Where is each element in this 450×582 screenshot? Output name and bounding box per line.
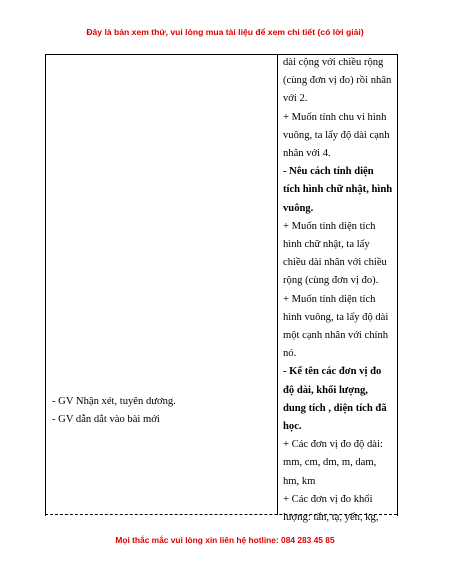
hotline-footer: Mọi thắc mắc vui lòng xin liên hệ hotline: 084 283 45 85 [115, 535, 335, 545]
student-activity-cell [283, 54, 395, 524]
student-activity-line: + Muốn tính diện tích [283, 220, 376, 232]
student-activity-line: dài cộng với chiều rộng [283, 57, 384, 68]
student-activity-line: + Các đơn vị đo độ dài: [283, 439, 383, 451]
student-activity-line: rộng (cùng đơn vị đo). [283, 275, 379, 287]
student-activity-line: vuông. [283, 202, 314, 214]
student-activity-line: hình vuông, ta lấy độ dài [283, 311, 389, 323]
student-activity-line: hình chữ nhật, ta lấy [283, 239, 370, 251]
student-activity-line: nhân với 4. [283, 148, 331, 160]
student-activity-line: + Muốn tính diện tích [283, 293, 376, 305]
preview-notice-banner: Đây là bản xem thử, vui lòng mua tài liệu để xem chi tiết (có lời giải) [86, 27, 364, 37]
student-activity-line: học. [283, 421, 302, 433]
student-activity-line: chiều dài nhân với chiều [283, 257, 387, 269]
teacher-activity-line: - GV Nhận xét, tuyên dương. [52, 396, 176, 407]
student-activity-line: - Nêu cách tính diện [283, 166, 374, 178]
student-activity-line: (cùng đơn vị đo) rồi nhân [283, 75, 392, 87]
student-activity-line: hm, km [283, 475, 316, 487]
student-activity-line: tích hình chữ nhật, hình [283, 184, 393, 196]
student-activity-line: dung tích , diện tích đã [283, 402, 387, 414]
student-activity-line: + Các đơn vị đo khối [283, 493, 373, 505]
teacher-activity-cell [52, 393, 274, 429]
teacher-activity-line: - GV dẫn dắt vào bài mới [52, 414, 160, 425]
student-activity-line: độ dài, khối lượng, [283, 384, 368, 396]
student-activity-line: với 2. [283, 93, 308, 105]
student-activity-line: một cạnh nhân với chính [283, 330, 389, 342]
student-activity-line: + Muốn tính chu vi hình [283, 111, 387, 123]
student-activity-line: vuông, ta lấy độ dài cạnh [283, 129, 390, 141]
student-activity-line: lượng: tấn, tạ, yến, kg, [283, 512, 379, 524]
student-activity-line: nó. [283, 348, 297, 360]
student-activity-line: - Kể tên các đơn vị đo [283, 366, 382, 378]
student-activity-line: mm, cm, dm, m, dam, [283, 457, 377, 469]
column-divider [277, 54, 278, 515]
